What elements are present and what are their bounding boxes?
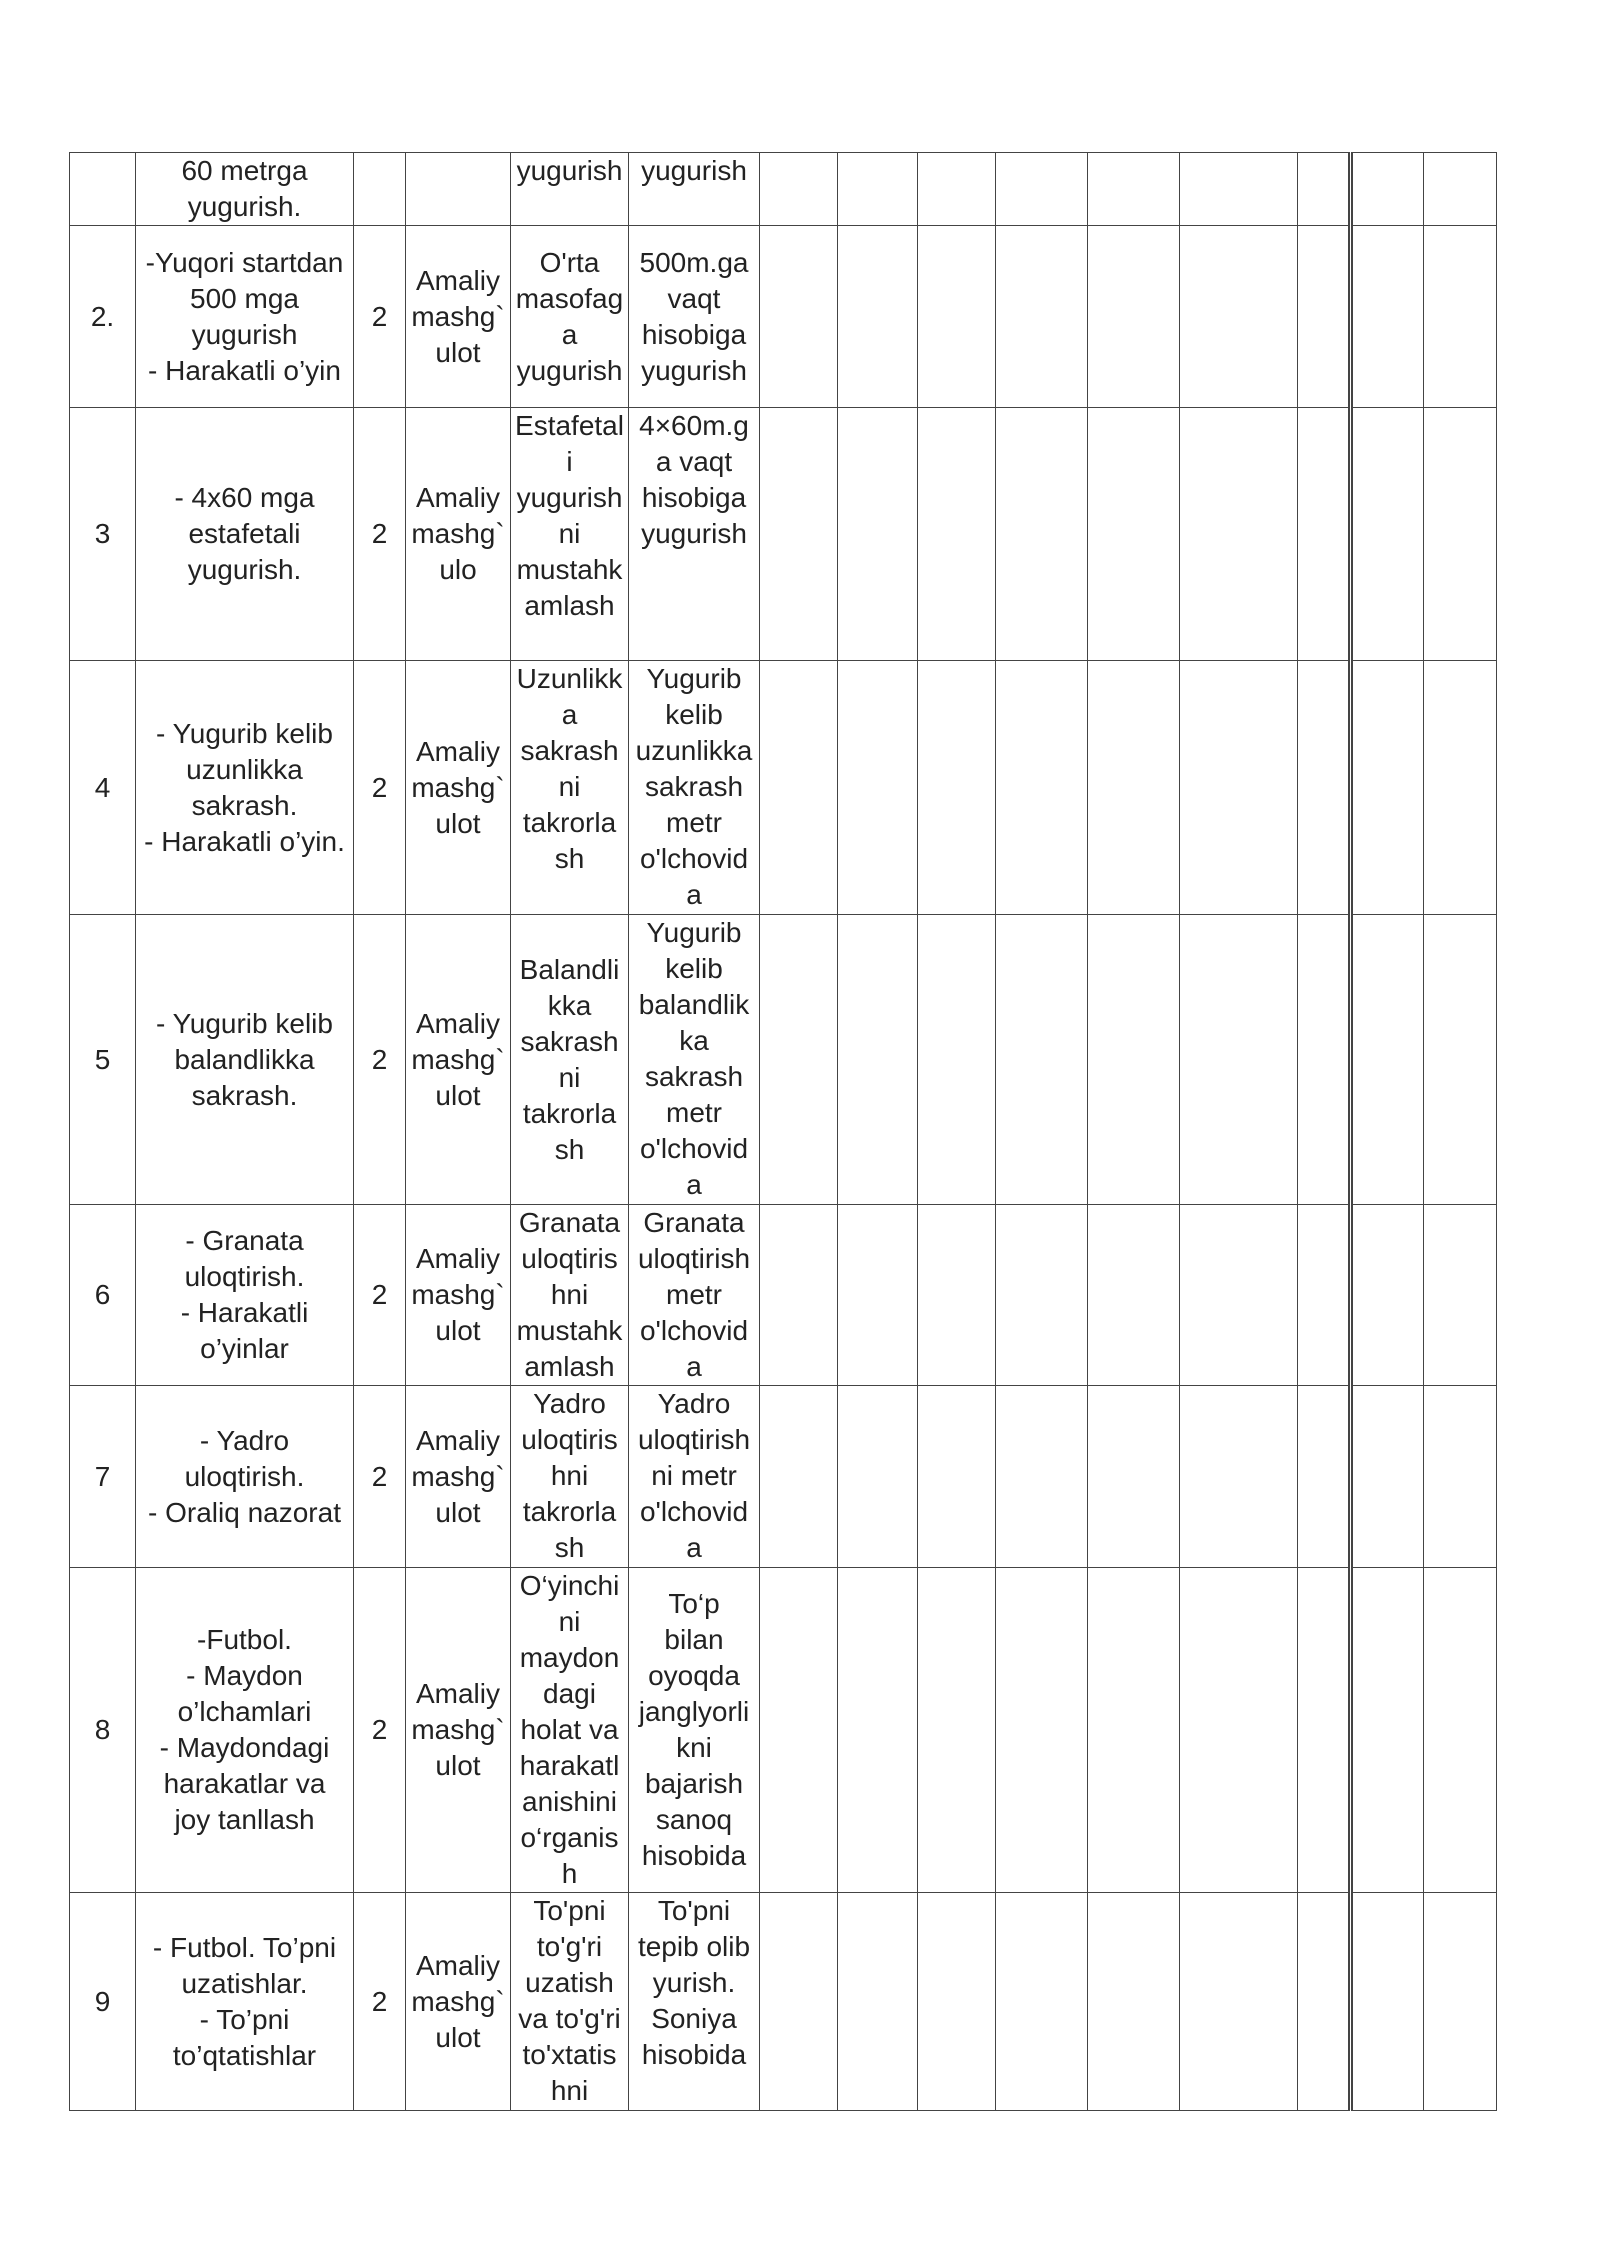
- assessment-cell: 4×60m.g a vaqt hisobiga yugurish: [629, 408, 760, 661]
- empty-cell: [918, 153, 996, 226]
- hours-cell: 2: [354, 1568, 406, 1893]
- topic-cell: - Futbol. To’pni uzatishlar. - To’pni to’qtatishlar: [136, 1893, 354, 2111]
- topic-cell: - Yugurib kelib uzunlikka sakrash. - Harakatli o’yin.: [136, 661, 354, 915]
- empty-cell: [838, 1568, 918, 1893]
- lesson-type-cell: [406, 153, 511, 226]
- empty-cell: [996, 1893, 1088, 2111]
- empty-cell: [838, 153, 918, 226]
- empty-cell: [838, 1205, 918, 1386]
- empty-cell: [838, 661, 918, 915]
- topic-cell: -Yuqori startdan 500 mga yugurish - Harakatli o’yin: [136, 226, 354, 408]
- empty-cell: [996, 661, 1088, 915]
- empty-cell: [838, 1893, 918, 2111]
- empty-cell: [918, 1893, 996, 2111]
- empty-cell: [1351, 226, 1424, 408]
- empty-cell: [918, 1205, 996, 1386]
- table-row: [70, 1386, 1497, 1568]
- row-number-cell: 2.: [70, 226, 136, 408]
- empty-cell: [996, 1205, 1088, 1386]
- assessment-cell: Yugurib kelib balandlik ka sakrash metr o'lchovid a: [629, 915, 760, 1205]
- empty-cell: [838, 408, 918, 661]
- empty-cell: [918, 1568, 996, 1893]
- assessment-cell: To'pni tepib olib yurish. Soniya hisobida: [629, 1893, 760, 2111]
- empty-cell: [996, 226, 1088, 408]
- lesson-type-cell: Amaliy mashg` ulot: [406, 1386, 511, 1568]
- empty-cell: [1424, 226, 1497, 408]
- table-row: [70, 661, 1497, 915]
- hours-cell: 2: [354, 1205, 406, 1386]
- hours-cell: 2: [354, 408, 406, 661]
- empty-cell: [918, 915, 996, 1205]
- empty-cell: [996, 1386, 1088, 1568]
- empty-cell: [1351, 1205, 1424, 1386]
- lesson-type-cell: Amaliy mashg` ulot: [406, 1893, 511, 2111]
- empty-cell: [1424, 915, 1497, 1205]
- empty-cell: [1351, 153, 1424, 226]
- hours-cell: 2: [354, 915, 406, 1205]
- table-row: [70, 915, 1497, 1205]
- row-number-cell: 4: [70, 661, 136, 915]
- empty-cell: [1424, 1386, 1497, 1568]
- empty-cell: [1088, 1386, 1180, 1568]
- empty-cell: [1351, 1386, 1424, 1568]
- hours-cell: 2: [354, 226, 406, 408]
- empty-cell: [1424, 1568, 1497, 1893]
- empty-cell: [838, 915, 918, 1205]
- empty-cell: [1298, 408, 1351, 661]
- empty-cell: [996, 915, 1088, 1205]
- empty-cell: [1298, 1568, 1351, 1893]
- empty-cell: [1298, 1205, 1351, 1386]
- content-cell: Balandli kka sakrash ni takrorla sh: [511, 915, 629, 1205]
- lesson-type-cell: Amaliy mashg` ulot: [406, 915, 511, 1205]
- empty-cell: [1180, 1386, 1298, 1568]
- empty-cell: [1088, 226, 1180, 408]
- empty-cell: [760, 153, 838, 226]
- content-cell: To'pni to'g'ri uzatish va to'g'ri to'xtatis hni: [511, 1893, 629, 2111]
- content-cell: O‘yinchi ni maydon dagi holat va harakatl anishini o‘rganis h: [511, 1568, 629, 1893]
- empty-cell: [918, 226, 996, 408]
- empty-cell: [1088, 153, 1180, 226]
- empty-cell: [1351, 1893, 1424, 2111]
- empty-cell: [1088, 1205, 1180, 1386]
- empty-cell: [760, 1386, 838, 1568]
- empty-cell: [760, 1568, 838, 1893]
- empty-cell: [1088, 915, 1180, 1205]
- hours-cell: 2: [354, 1893, 406, 2111]
- content-cell: Yadro uloqtiris hni takrorla sh: [511, 1386, 629, 1568]
- row-number-cell: 6: [70, 1205, 136, 1386]
- empty-cell: [1298, 661, 1351, 915]
- lesson-type-cell: Amaliy mashg` ulot: [406, 226, 511, 408]
- row-number-cell: 5: [70, 915, 136, 1205]
- empty-cell: [760, 915, 838, 1205]
- empty-cell: [760, 408, 838, 661]
- empty-cell: [1298, 1386, 1351, 1568]
- empty-cell: [1180, 226, 1298, 408]
- assessment-cell: Granata uloqtirish metr o'lchovid a: [629, 1205, 760, 1386]
- table-row: [70, 153, 1497, 226]
- empty-cell: [838, 1386, 918, 1568]
- empty-cell: [1351, 915, 1424, 1205]
- empty-cell: [1424, 1893, 1497, 2111]
- empty-cell: [1088, 408, 1180, 661]
- empty-cell: [918, 408, 996, 661]
- empty-cell: [1351, 661, 1424, 915]
- row-number-cell: 7: [70, 1386, 136, 1568]
- empty-cell: [996, 153, 1088, 226]
- table-row: [70, 408, 1497, 661]
- lesson-plan-table: [69, 152, 1497, 2111]
- table-row: [70, 226, 1497, 408]
- hours-cell: [354, 153, 406, 226]
- assessment-cell: yugurish: [629, 153, 760, 226]
- topic-cell: - Granata uloqtirish. - Harakatli o’yinlar: [136, 1205, 354, 1386]
- content-cell: Uzunlikk a sakrash ni takrorla sh: [511, 661, 629, 915]
- empty-cell: [838, 226, 918, 408]
- topic-cell: 60 metrga yugurish.: [136, 153, 354, 226]
- topic-cell: - Yugurib kelib balandlikka sakrash.: [136, 915, 354, 1205]
- empty-cell: [1180, 408, 1298, 661]
- lesson-type-cell: Amaliy mashg` ulot: [406, 661, 511, 915]
- empty-cell: [1180, 915, 1298, 1205]
- empty-cell: [1298, 153, 1351, 226]
- topic-cell: -Futbol. - Maydon o’lchamlari - Maydondagi harakatlar va joy tanllash: [136, 1568, 354, 1893]
- empty-cell: [1424, 661, 1497, 915]
- lesson-type-cell: Amaliy mashg` ulot: [406, 1205, 511, 1386]
- empty-cell: [1424, 1205, 1497, 1386]
- empty-cell: [760, 661, 838, 915]
- row-number-cell: 3: [70, 408, 136, 661]
- empty-cell: [918, 1386, 996, 1568]
- empty-cell: [1298, 1893, 1351, 2111]
- empty-cell: [1088, 661, 1180, 915]
- topic-cell: - 4x60 mga estafetali yugurish.: [136, 408, 354, 661]
- table-row: [70, 1568, 1497, 1893]
- row-number-cell: 9: [70, 1893, 136, 2111]
- empty-cell: [1180, 661, 1298, 915]
- table-row: [70, 1205, 1497, 1386]
- topic-cell: - Yadro uloqtirish. - Oraliq nazorat: [136, 1386, 354, 1568]
- empty-cell: [1180, 1205, 1298, 1386]
- content-cell: O'rta masofag a yugurish: [511, 226, 629, 408]
- hours-cell: 2: [354, 661, 406, 915]
- lesson-type-cell: Amaliy mashg` ulo: [406, 408, 511, 661]
- assessment-cell: To‘p bilan oyoqda janglyorli kni bajarish sanoq hisobida: [629, 1568, 760, 1893]
- lesson-type-cell: Amaliy mashg` ulot: [406, 1568, 511, 1893]
- empty-cell: [1298, 226, 1351, 408]
- row-number-cell: 8: [70, 1568, 136, 1893]
- assessment-cell: 500m.ga vaqt hisobiga yugurish: [629, 226, 760, 408]
- content-cell: yugurish: [511, 153, 629, 226]
- empty-cell: [1351, 408, 1424, 661]
- empty-cell: [1298, 915, 1351, 1205]
- empty-cell: [1351, 1568, 1424, 1893]
- empty-cell: [760, 1205, 838, 1386]
- empty-cell: [1180, 1568, 1298, 1893]
- content-cell: Granata uloqtiris hni mustahk amlash: [511, 1205, 629, 1386]
- empty-cell: [1424, 153, 1497, 226]
- empty-cell: [1180, 153, 1298, 226]
- empty-cell: [996, 408, 1088, 661]
- empty-cell: [1180, 1893, 1298, 2111]
- empty-cell: [1088, 1893, 1180, 2111]
- hours-cell: 2: [354, 1386, 406, 1568]
- content-cell: Estafetal i yugurish ni mustahk amlash: [511, 408, 629, 661]
- row-number-cell: [70, 153, 136, 226]
- assessment-cell: Yadro uloqtirish ni metr o'lchovid a: [629, 1386, 760, 1568]
- empty-cell: [918, 661, 996, 915]
- empty-cell: [760, 1893, 838, 2111]
- empty-cell: [1088, 1568, 1180, 1893]
- table-row: [70, 1893, 1497, 2111]
- assessment-cell: Yugurib kelib uzunlikka sakrash metr o'lchovid a: [629, 661, 760, 915]
- empty-cell: [760, 226, 838, 408]
- empty-cell: [1424, 408, 1497, 661]
- empty-cell: [996, 1568, 1088, 1893]
